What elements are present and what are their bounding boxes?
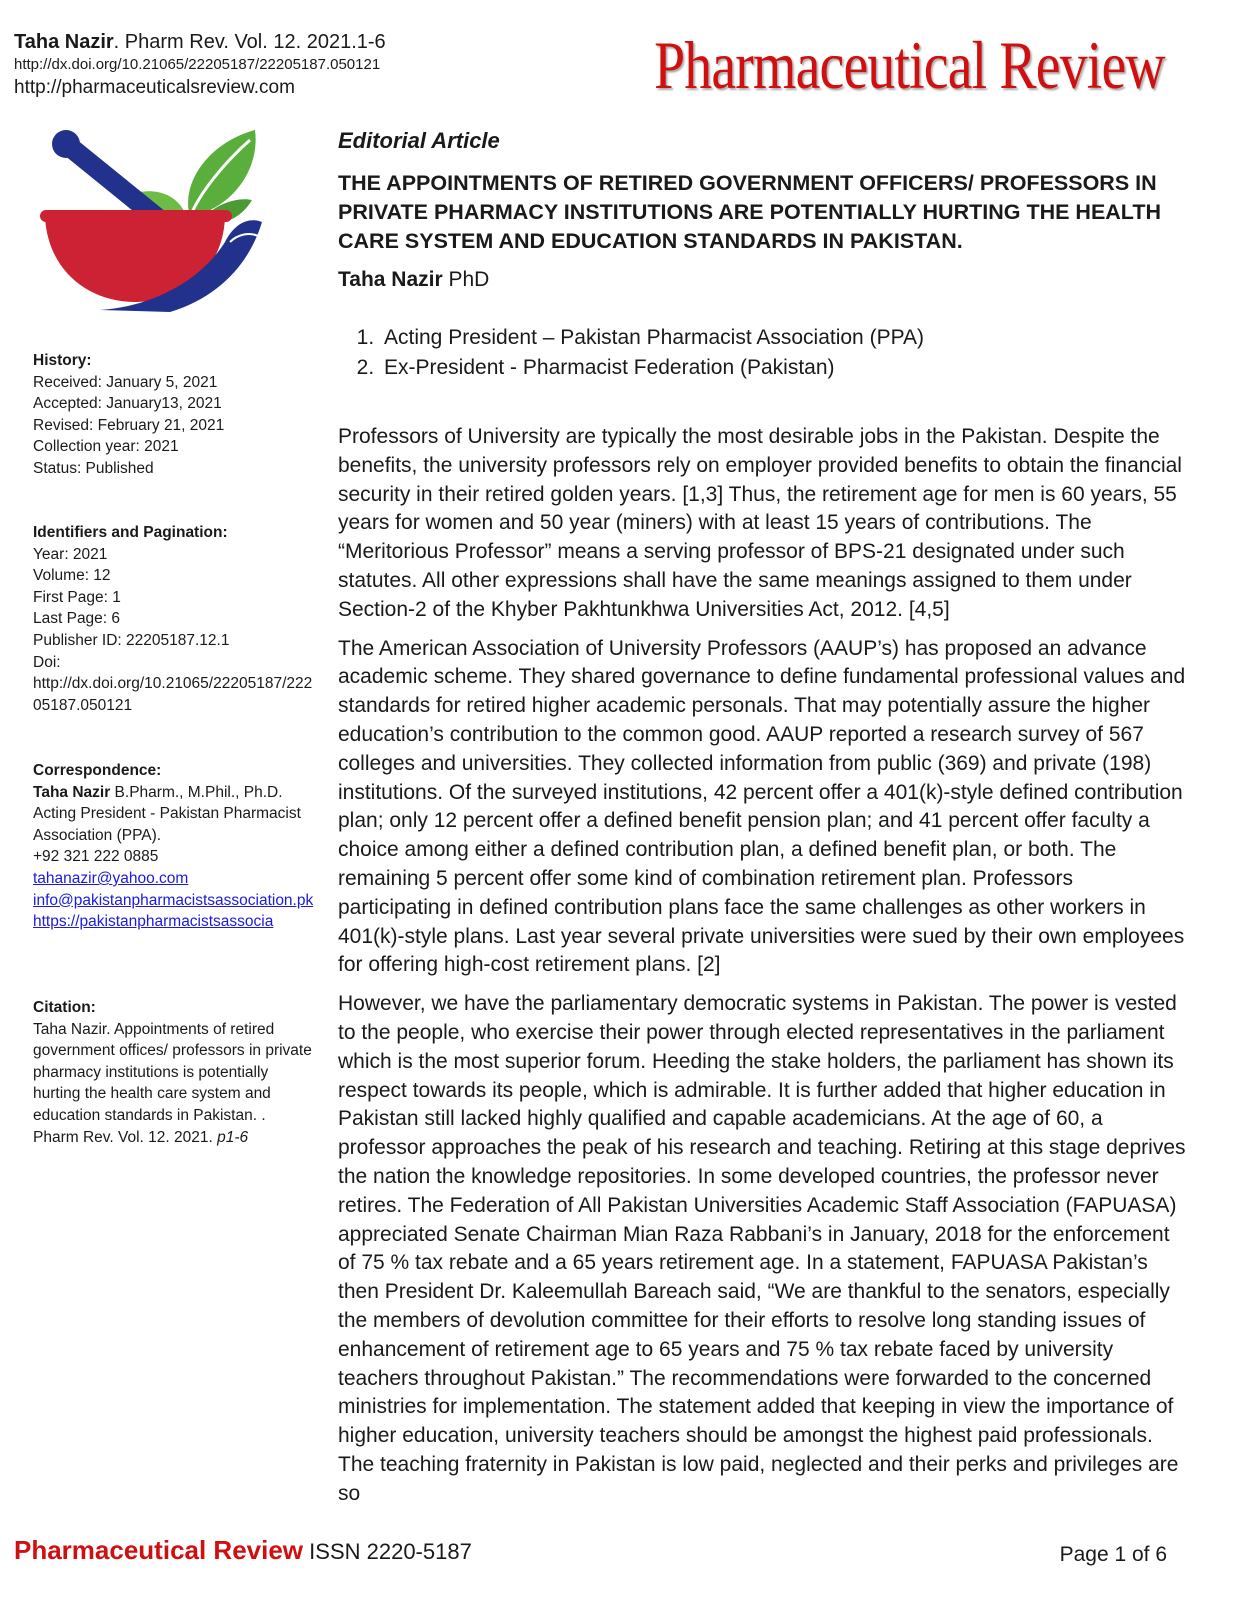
identifiers-section [33, 522, 323, 716]
citation-line: hurting the health care system and [33, 1085, 271, 1103]
history-collection-year: Collection year: 2021 [33, 438, 179, 456]
affiliation-item: 2. Ex-President - Pharmacist Federation (Pakistan) [380, 353, 1230, 383]
citation-line: pharmacy institutions is potentially [33, 1063, 269, 1081]
identifiers-doi-line1: http://dx.doi.org/10.21065/22205187/222 [33, 675, 313, 693]
identifiers-doi-label: Doi: [33, 653, 61, 671]
author-name: Taha Nazir [338, 268, 443, 291]
footer-journal [14, 1535, 472, 1566]
identifiers-first-page: First Page: 1 [33, 588, 121, 606]
identifiers-doi-line2: 05187.050121 [33, 696, 133, 714]
history-section [33, 350, 323, 480]
article-body [338, 423, 1186, 1518]
website-link-ppa[interactable]: https://pakistanpharmacistsassocia [33, 913, 274, 931]
email-link-yahoo[interactable]: tahanazir@yahoo.com [33, 869, 189, 887]
history-received: Received: January 5, 2021 [33, 373, 218, 391]
history-heading: History: [33, 352, 92, 369]
mortar-pestle-logo [40, 122, 272, 312]
header-citation: . Pharm Rev. Vol. 12. 2021.1-6 [113, 31, 386, 53]
history-revised: Revised: February 21, 2021 [33, 416, 225, 434]
identifiers-volume: Volume: 12 [33, 567, 111, 585]
journal-title: Pharmaceutical Review [654, 27, 1165, 103]
body-paragraph: The American Association of University Professors (AAUP’s) has proposed an advance academic scheme. They shared governance to define fundamental professional values and standards for retired higher academic personals. That may potentially assure the higher education’s contribution to the common good. AAUP reported a research survey of 567 colleges and universities. They collected information from public (369) and private (198) institutions. Of the surveyed institutions, 42 percent offer a 401(k)-style defined contribution plan; only 12 percent offer a defined benefit pension plan; and 41 percent offer faculty a choice among either a defined contribution plan, a defined benefit plan, or both. The remaining 5 percent offer some kind of combination retirement plan. Professors participating in defined contribution plans face the same challenges as other workers in 401(k)-style plans. Last year several private universities were sued by their own employees for offering high-cost retirement plans. [2] [338, 636, 1186, 977]
correspondence-phone: +92 321 222 0885 [33, 848, 159, 866]
affiliation-item: 1. Acting President – Pakistan Pharmacist Association (PPA) [380, 323, 1230, 353]
citation-line: Taha Nazir. Appointments of retired [33, 1020, 275, 1038]
correspondence-degrees: B.Pharm., M.Phil., Ph.D. [110, 783, 283, 801]
history-accepted: Accepted: January13, 2021 [33, 395, 222, 413]
identifiers-year: Year: 2021 [33, 545, 108, 563]
author-degree: PhD [442, 268, 490, 291]
header-site-url[interactable]: http://pharmaceuticalsreview.com [14, 77, 295, 98]
footer-journal-name: Pharmaceutical Review [14, 1535, 304, 1565]
citation-section [33, 997, 323, 1148]
identifiers-last-page: Last Page: 6 [33, 610, 121, 628]
correspondence-role-line2: Association (PPA). [33, 826, 162, 844]
correspondence-name: Taha Nazir [33, 783, 111, 801]
citation-line: Pharm Rev. Vol. 12. 2021. [33, 1128, 218, 1146]
header-doi[interactable]: http://dx.doi.org/10.21065/22205187/22205187.050121 [14, 56, 381, 73]
pestle-icon [52, 130, 165, 224]
header-author: Taha Nazir [14, 31, 114, 53]
footer-issn: ISSN 2220-5187 [303, 1539, 472, 1564]
citation-pages: p1-6 [217, 1128, 249, 1146]
body-paragraph: Professors of University are typically the most desirable jobs in the Pakistan. Despite the benefits, the university professors rely on employer provided benefits to obtain the financial security in their retired golden years. [1,3] Thus, the retirement age for men is 60 years, 55 years for women and 50 year (miners) with at least 15 years of contributions. The “Meritorious Professor” means a serving professor of BPS-21 designated under such statutes. All other expressions shall have the same meanings assigned to them under Section-2 of the Khyber Pakhtunkhwa Universities Act, 2012. [4,5] [338, 425, 1182, 621]
article-author [338, 268, 1188, 292]
citation-heading: Citation: [33, 999, 96, 1016]
history-status: Status: Published [33, 459, 154, 477]
identifiers-heading: Identifiers and Pagination: [33, 524, 228, 541]
citation-line: government offices/ professors in private [33, 1042, 312, 1060]
identifiers-publisher-id: Publisher ID: 22205187.12.1 [33, 631, 230, 649]
article-type: Editorial Article [338, 128, 500, 153]
correspondence-section [33, 760, 323, 933]
correspondence-role-line1: Acting President - Pakistan Pharmacist [33, 805, 301, 823]
affiliation-list [338, 323, 1230, 382]
body-paragraph: However, we have the parliamentary democratic systems in Pakistan. The power is vested to the people, who exercise their power through elected representatives in the parliament which is the most superior forum. Heeding the stake holders, the parliament has shown its respect towards its people, which is admirable. It is further added that higher education in Pakistan still lacked highly qualified and capable academicians. At the age of 60, a professor approaches the peak of his research and teaching. Retiring at this stage deprives the nation the knowledge repositories. In some developed countries, the professor never retires. The Federation of All Pakistan Universities Academic Staff Association (FAPUASA) appreciated Senate Chairman Mian Raza Rabbani’s in January, 2018 for the enforcement of 75 % tax rebate and a 65 years retirement age. In a statement, FAPUASA Pakistan’s then President Dr. Kaleemullah Bareach said, “We are thankful to the senators, especially the members of devolution committee for their efforts to resolve long standing issues of enhancement of retirement age to 65 years and 75 % tax rebate faced by university teachers throughout Pakistan.” The recommendations were forwarded to the concerned ministries for implementation. The statement added that keeping in view the importance of higher education, university teachers should be amongst the highest paid professionals. The teaching fraternity in Pakistan is low paid, neglected and their perks and privileges are so [338, 992, 1186, 1505]
email-link-ppa[interactable]: info@pakistanpharmacistsassociation.pk [33, 891, 314, 909]
running-header [14, 30, 386, 100]
article-title: THE APPOINTMENTS OF RETIRED GOVERNMENT OFFICERS/ PROFESSORS IN PRIVATE PHARMACY INSTITUTIONS ARE POTENTIALLY HURTING THE HEALTH CARE SYSTEM AND EDUCATION STANDARDS IN PAKISTAN. [338, 171, 1162, 253]
citation-line: education standards in Pakistan. . [33, 1106, 266, 1124]
correspondence-heading: Correspondence: [33, 762, 162, 779]
page-number: Page 1 of 6 [1059, 1543, 1167, 1566]
